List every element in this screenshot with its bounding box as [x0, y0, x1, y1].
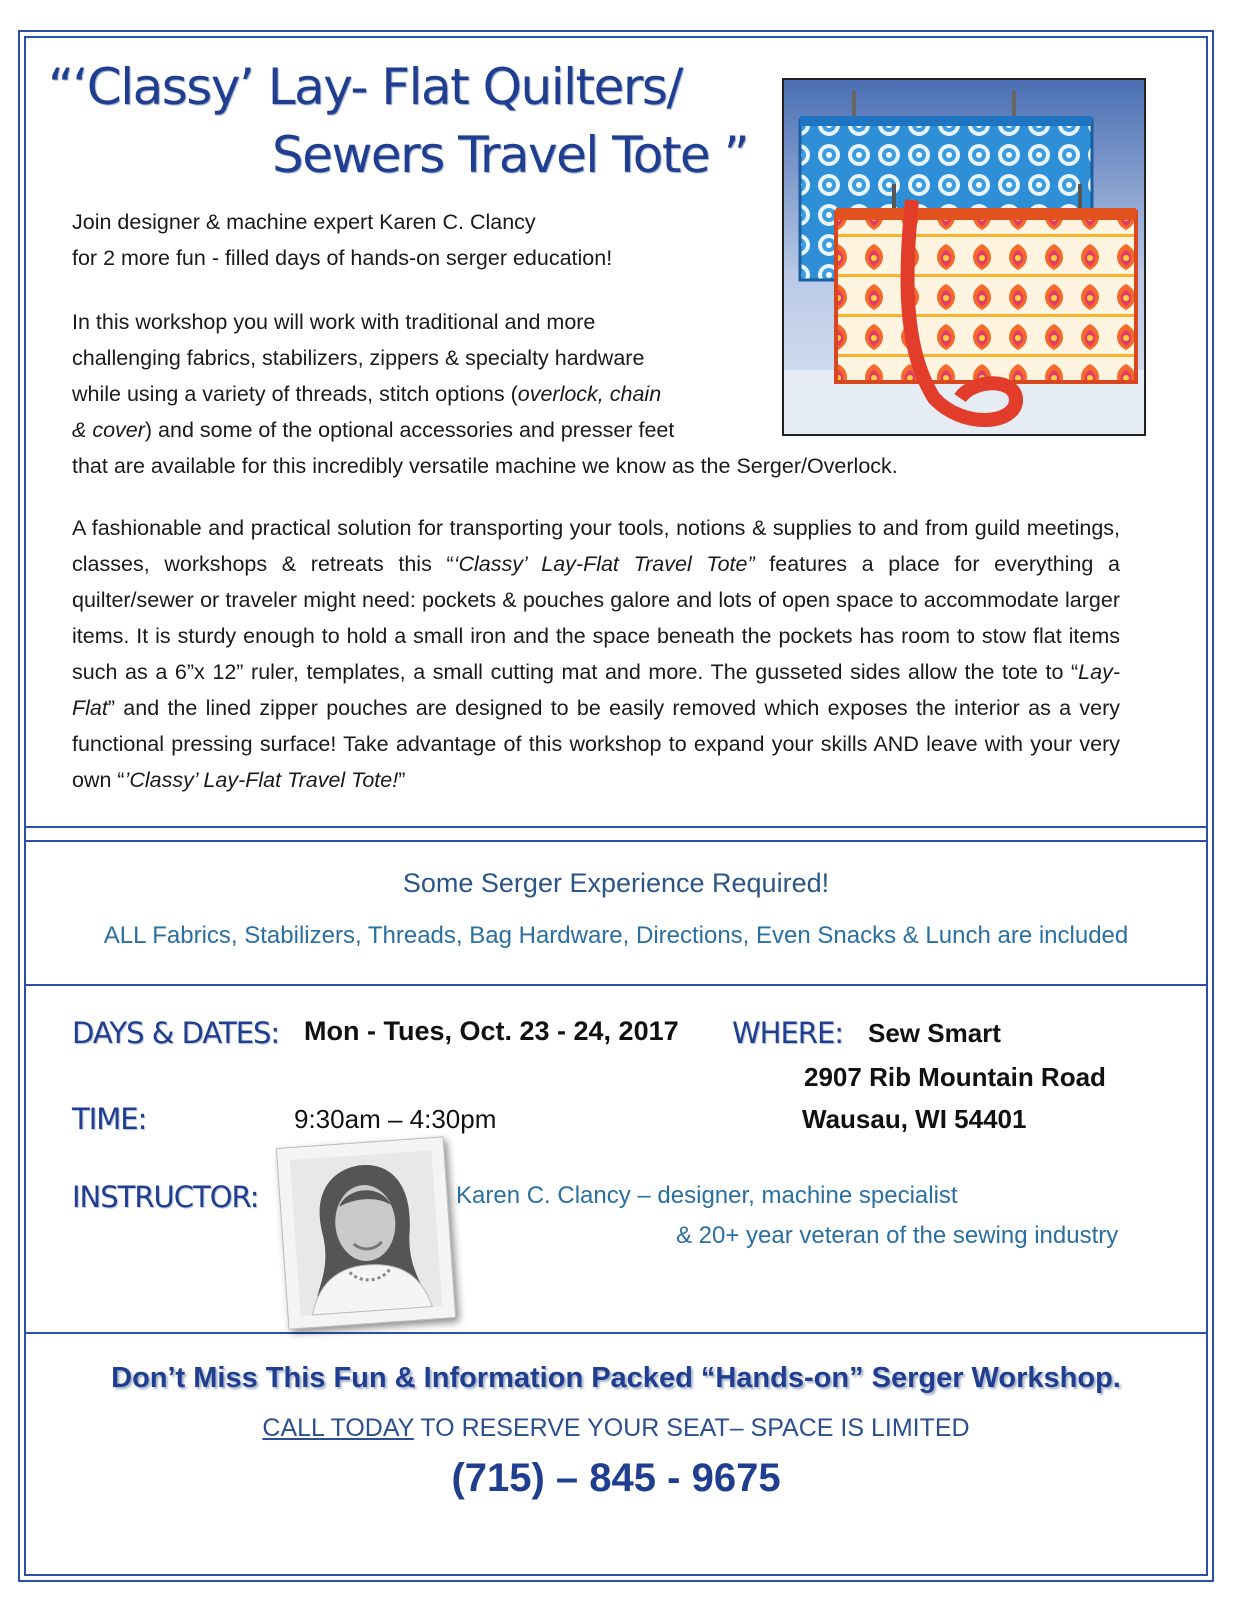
phone-number[interactable]: (715) – 845 - 9675 — [451, 1456, 781, 1500]
description-paragraph — [72, 510, 1120, 798]
where-city: Wausau, WI 54401 — [802, 1104, 1027, 1134]
description-tote-name-2: ’Classy’ Lay-Flat Travel Tote! — [124, 768, 399, 792]
instructor-line-1: Karen C. Clancy – designer, machine specialist — [456, 1182, 958, 1209]
description-part-2: features a place for everything a quilter/sewer or traveler might need: pockets & pouches galore and lots of open space to accommodate larger items. It is sturdy enough to hold a small iron and the space beneath the pockets has room to stow flat items such as a 6”x 12” ruler, templates, a small cutting mat and more. The gusseted sides allow the tote to “ — [72, 552, 1120, 684]
days-dates-label: DAYS & DATES: — [72, 1016, 280, 1050]
time-value: 9:30am – 4:30pm — [294, 1104, 497, 1134]
description-tote-name: ‘Classy’ Lay-Flat Travel Tote” — [453, 552, 755, 576]
instructor-portrait — [277, 1137, 455, 1328]
flyer-title-line-2: Sewers Travel Tote ” — [272, 126, 748, 184]
intro-paragraph — [72, 204, 732, 276]
cta-reserve-line — [24, 1414, 1208, 1443]
experience-required: Some Serger Experience Required! — [402, 868, 830, 898]
where-label: WHERE: — [732, 1016, 844, 1050]
where-venue: Sew Smart — [868, 1018, 1001, 1048]
description-lay-flat: Lay-Flat — [72, 660, 1120, 720]
divider-2 — [24, 984, 1208, 986]
workshop-line-5: that are available for this incredibly versatile machine we know as the Serger/Overlock. — [72, 454, 898, 478]
intro-line-1: Join designer & machine expert Karen C. Clancy — [72, 210, 536, 234]
intro-line-2: for 2 more fun - filled days of hands-on serger education! — [72, 246, 613, 270]
workshop-paragraph — [72, 304, 1152, 484]
materials-included: ALL Fabrics, Stabilizers, Threads, Bag Hardware, Directions, Even Snacks & Lunch are included — [103, 922, 1129, 949]
workshop-line-1: In this workshop you will work with traditional and more — [72, 310, 596, 334]
where-street: 2907 Rib Mountain Road — [804, 1062, 1106, 1092]
description-part-3: ” and the lined zipper pouches are designed to be easily removed which exposes the interior as a very functional pressing surface! Take advantage of this workshop to expand your skills AND leave with your very own “ — [72, 696, 1120, 792]
divider-1a — [24, 826, 1208, 828]
workshop-line-4 — [72, 412, 732, 448]
description-part-1: A fashionable and practical solution for transporting your tools, notions & supplies to and from guild meetings, classes, workshops & retreats this “ — [72, 516, 1120, 576]
cta-reserve-text: TO RESERVE YOUR SEAT– SPACE IS LIMITED — [413, 1414, 970, 1442]
time-label: TIME: — [72, 1102, 147, 1136]
divider-3 — [24, 1332, 1208, 1334]
divider-1b — [24, 840, 1208, 842]
description-part-4: ” — [398, 768, 406, 792]
workshop-line-3 — [72, 376, 732, 412]
instructor-photo — [276, 1136, 456, 1329]
flyer-title-line-1: “‘Classy’ Lay- Flat Quilters/ — [48, 58, 682, 116]
workshop-line-3-text: while using a variety of threads, stitch options ( — [72, 382, 518, 406]
instructor-label: INSTRUCTOR: — [72, 1180, 259, 1214]
cta-headline: Don’t Miss This Fun & Information Packed “Hands-on” Serger Workshop. — [111, 1362, 1121, 1394]
days-dates-value: Mon - Tues, Oct. 23 - 24, 2017 — [304, 1016, 679, 1046]
workshop-line-4-text: ) and some of the optional accessories and presser feet — [144, 418, 675, 442]
call-today-link[interactable]: CALL TODAY — [262, 1414, 414, 1442]
stitch-option-overlock-chain: overlock, chain — [517, 382, 662, 406]
workshop-line-2: challenging fabrics, stabilizers, zippers & specialty hardware — [72, 346, 645, 370]
instructor-line-2: & 20+ year veteran of the sewing industry — [676, 1222, 1119, 1249]
stitch-option-cover: & cover — [72, 418, 145, 442]
